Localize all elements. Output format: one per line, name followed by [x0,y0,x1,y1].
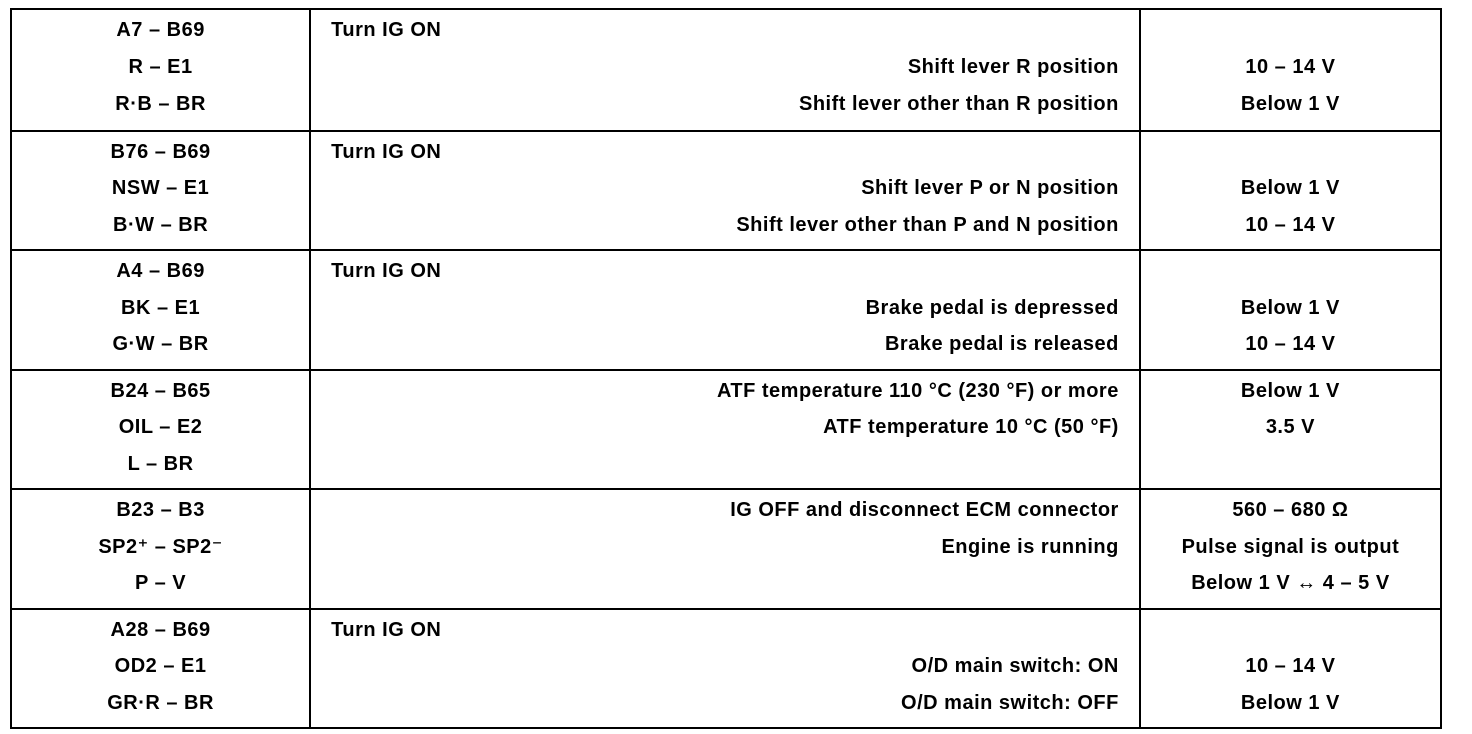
spec-cell [1141,490,1440,608]
terminal-cell [12,490,311,608]
table-row [12,369,1440,489]
table-row [12,249,1440,369]
table-row [12,130,1440,250]
condition-line: Shift lever other than R position [798,93,1119,116]
condition-line: IG OFF and disconnect ECM connector [730,499,1119,521]
condition-line: O/D main switch: OFF [901,691,1119,714]
terminal-line: B76 – B69 [110,140,211,163]
terminal-line: BK – E1 [121,296,201,319]
condition-line: Shift lever P or N position [861,177,1119,199]
condition-line: O/D main switch: ON [911,655,1119,677]
spec-line: Below 1 V [1240,296,1340,319]
terminal-line: B·W – BR [113,213,209,236]
condition-line: Shift lever other than P and N position [736,213,1119,236]
spec-cell [1141,251,1440,369]
condition-cell [311,251,1141,369]
spec-line: Below 1 V [1240,93,1340,116]
condition-line [311,452,1139,489]
condition-line: ATF temperature 10 °C (50 °F) [823,416,1119,438]
condition-header: Turn IG ON [331,260,442,282]
spec-line: 560 – 680 Ω [1232,499,1349,521]
terminal-line: GR·R – BR [107,691,214,714]
spec-line: 10 – 14 V [1245,213,1336,236]
condition-cell [311,132,1141,250]
condition-line: ATF temperature 110 °C (230 °F) or more [716,379,1119,402]
terminal-line: R – E1 [128,56,193,79]
table-row [12,608,1440,728]
condition-cell [311,610,1141,728]
ecm-terminal-table [10,8,1442,729]
spec-cell [1141,371,1440,489]
terminal-line: P – V [135,572,187,594]
terminal-line: A4 – B69 [116,260,205,282]
terminal-line: R·B – BR [115,93,206,116]
terminal-line: A28 – B69 [110,618,211,641]
terminal-cell [12,371,311,489]
condition-cell [311,10,1141,130]
table-row [12,488,1440,608]
terminal-line: L – BR [127,452,194,475]
condition-header: Turn IG ON [331,140,442,163]
terminal-cell [12,251,311,369]
terminal-cell [12,610,311,728]
table-row [12,10,1440,130]
condition-line [311,571,1139,608]
terminal-line: OIL – E2 [118,416,203,438]
terminal-line: A7 – B69 [116,19,205,41]
spec-cell [1141,610,1440,728]
terminal-cell [12,10,311,130]
condition-cell [311,490,1141,608]
spec-line: Below 1 V [1240,379,1340,402]
condition-line: Brake pedal is released [884,333,1119,355]
spec-line: 10 – 14 V [1245,56,1336,79]
terminal-line: NSW – E1 [111,177,210,199]
terminal-line: G·W – BR [112,333,209,355]
spec-line: 10 – 14 V [1245,655,1336,677]
terminal-line: SP2⁺ – SP2⁻ [98,535,223,558]
terminal-line: B24 – B65 [110,379,211,402]
condition-line: Brake pedal is depressed [865,296,1119,319]
spec-cell [1141,10,1440,130]
spec-line: Pulse signal is output [1181,535,1400,558]
terminal-cell [12,132,311,250]
terminal-line: B23 – B3 [116,499,205,521]
terminal-line: OD2 – E1 [114,655,207,677]
spec-line: Below 1 V [1240,691,1340,714]
spec-cell [1141,132,1440,250]
spec-line: Below 1 V [1240,177,1340,199]
condition-header: Turn IG ON [331,19,442,41]
spec-line: Below 1 V ↔ 4 – 5 V [1191,572,1390,594]
condition-line: Engine is running [941,535,1119,558]
spec-line: 10 – 14 V [1245,333,1336,355]
condition-cell [311,371,1141,489]
spec-line: 3.5 V [1265,416,1316,438]
condition-header: Turn IG ON [331,618,442,641]
condition-line: Shift lever R position [907,56,1119,79]
